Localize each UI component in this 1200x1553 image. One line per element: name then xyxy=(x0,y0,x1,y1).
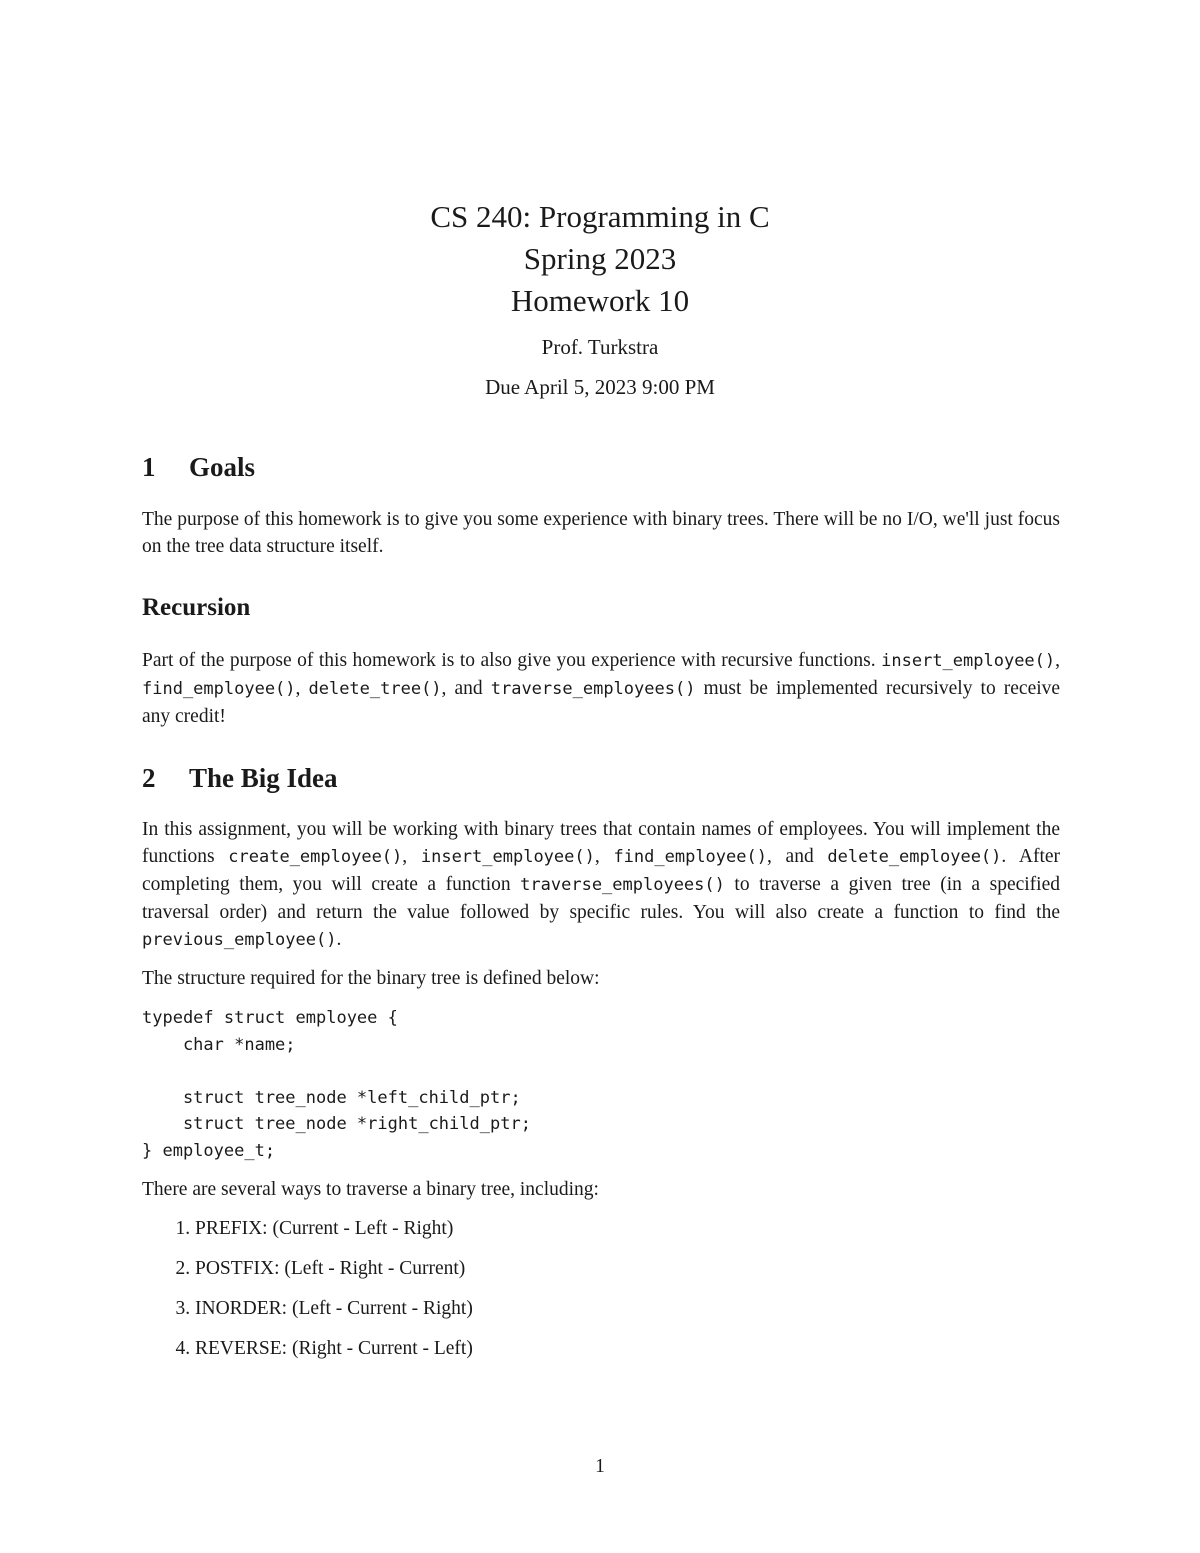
term-title: Spring 2023 xyxy=(523,241,677,276)
recursion-paragraph: Part of the purpose of this homework is to also give you experience with recursive functions. insert_employee(), find_employee(), delete_tree(), and traverse_employees() must be implemented recursively to receive any credit! xyxy=(142,650,1061,727)
big-idea-paragraph: In this assignment, you will be working with binary trees that contain names of employees. You will implement the functions create_employee(), insert_employee(), find_employee(), and delete_employee(). After completing them, you will create a function traverse_employees() to traverse a given tree (in a specified traversal order) and return the value followed by specific rules. You will also create a function to find the previous_employee(). xyxy=(142,819,1061,950)
function-name: find_employee() xyxy=(142,679,296,699)
list-item: 4. REVERSE: (Right - Current - Left) xyxy=(195,1335,1060,1362)
big-idea-section xyxy=(142,761,1060,1375)
section-number: 2 xyxy=(142,763,156,793)
function-name: insert_employee() xyxy=(881,651,1056,671)
function-name: delete_employee() xyxy=(827,847,1002,867)
section-number: 1 xyxy=(142,452,156,482)
traversal-list xyxy=(142,1215,1060,1362)
function-name: previous_employee() xyxy=(142,930,337,950)
list-item: 1. PREFIX: (Current - Left - Right) xyxy=(195,1215,1060,1242)
goals-paragraph: The purpose of this homework is to give you some experience with binary trees. There will be no I/O, we'll just focus on the tree data structure itself. xyxy=(142,509,1060,557)
section-title: Goals xyxy=(189,452,256,482)
function-name: create_employee() xyxy=(228,847,403,867)
recursion-heading: Recursion xyxy=(142,594,251,621)
list-item: 3. INORDER: (Left - Current - Right) xyxy=(195,1295,1060,1322)
function-name: traverse_employees() xyxy=(520,875,725,895)
list-item: 2. POSTFIX: (Left - Right - Current) xyxy=(195,1255,1060,1282)
section-title: The Big Idea xyxy=(189,763,338,793)
function-name: traverse_employees() xyxy=(490,679,696,699)
title-block xyxy=(0,196,1200,402)
author: Prof. Turkstra xyxy=(541,335,659,359)
function-name: delete_tree() xyxy=(308,679,442,699)
big-idea-heading xyxy=(142,761,1060,795)
goals-section xyxy=(142,450,1060,560)
goals-heading xyxy=(142,450,1060,484)
course-title: CS 240: Programming in C xyxy=(430,199,770,234)
assignment-title: Homework 10 xyxy=(510,283,690,318)
code-block: typedef struct employee { char *name; struct tree_node *left_child_ptr; struct tree_node *right_child_ptr; } employee_t; xyxy=(142,1008,531,1161)
due-date: Due April 5, 2023 9:00 PM xyxy=(485,375,715,399)
page-number: 1 xyxy=(595,1456,605,1477)
function-name: find_employee() xyxy=(613,847,767,867)
function-name: insert_employee() xyxy=(420,847,595,867)
recursion-section xyxy=(142,592,1060,730)
structure-intro: The structure required for the binary tree is defined below: xyxy=(142,968,600,989)
traversal-intro: There are several ways to traverse a binary tree, including: xyxy=(142,1179,599,1200)
